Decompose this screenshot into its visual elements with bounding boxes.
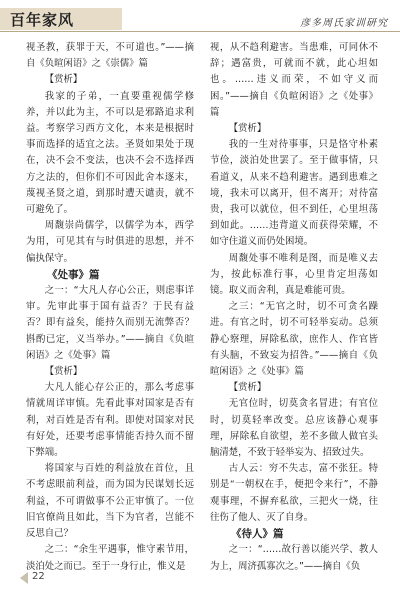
left-para-4: 《处事》篇: [47, 268, 100, 281]
left-column: [26, 40, 194, 575]
page-number: 22: [32, 571, 45, 582]
left-para-7: 大凡人能心存公正的，那么考虑事情就周详审慎。先看此事对国家是否有利，对百姓是否有利。即使对国家对民有好处，还要考虑事情能否持久而不留下弊端。: [26, 382, 194, 459]
header-book-title: 彦多周氏家训研究: [300, 18, 388, 29]
left-para-8: 将国家与百姓的利益放在首位，且不考虑眼前利益，而为国为民谋划长远利益，不可谓做事不公正审慎了。一位旧官僚尚且如此，当下为官者，岂能不反思自己？: [26, 463, 194, 540]
header-divider: [0, 31, 400, 32]
right-para-7: 古人云：穷不失志，富不张狂。特别是“一朝权在手，便把令来行”，不静观事理，不摒弃私欲，三把火一烧，往往伤了他人、灭了自身。: [210, 463, 378, 523]
right-para-6: 无官位时，切莫贪名冒进；有官位时，切莫轻率改变。总应该静心观事理，屏除私自欲望，差不多做人做官头脑清楚，不致于轻举妄为、招致过失。: [210, 398, 378, 459]
left-para-9: 之二：“余生平遇事，惟守素节用，淡泊处之而已。至于一身行止，惟义是: [26, 544, 194, 572]
left-para-0: 视圣教，获罪于天，不可道也。”——摘自《负暄闲语》之《崇儒》篇: [26, 42, 194, 70]
left-para-2: 我家的子弟，一直要重视儒学修养，并以此为主，不可以是邪路追求利益。考察学习西方文化，本来是根据时事而选择的适宜之法。圣贤如果处于现在，决不会不变法，也决不会不选择西方之法的，但你们不可因此舍本逐末，蔑视圣贤之道，到那时遭天谴责，就不可避免了。: [26, 90, 194, 216]
right-column: [210, 40, 378, 575]
page-header: [0, 0, 400, 30]
right-para-1: 【赏析】: [228, 123, 267, 135]
left-para-6: 【赏析】: [44, 366, 83, 378]
right-para-5: 【赏析】: [228, 382, 267, 394]
right-para-3: 周馥处事不唯利是图，而是唯义去为，按此标准行事，心里肯定坦荡如镜。取义而舍利，真是难能可贵。: [210, 252, 378, 297]
left-para-5: 之一：“大凡人存心公正，则虑事详审。先审此事于国有益否？于民有益否？即有益矣，能持久而别无流弊否？斟酌已定，义当举办。”——摘自《负暄闲语》之《处事》篇: [26, 285, 194, 361]
right-para-4: 之三：“无官之时，切不可贪名躁进。有官之时，切不可轻举妄动。总须静心察理，屏除私欲，庶作人、作官皆有头脑，不致妄为招咎。”——摘自《负暄闲语》之《处事》篇: [210, 301, 378, 378]
left-para-3: 周馥崇尚儒学，以儒学为本，西学为用，可见其有与时俱进的思想，并不偏执保守。: [26, 220, 194, 264]
page-marker-icon: [20, 572, 28, 584]
left-para-1: 【赏析】: [44, 74, 83, 86]
right-para-8: 《待人》篇: [231, 528, 284, 541]
right-para-2: 我的一生对待事事，只是恪守朴素节俭，淡泊处世罢了。至于做事情，只看道义，从来不趋利避害。遇到患难之境，我未可以离开，但不离开；对待富贵，我可以就位，但不到任，心里坦荡到如此。……违背道义而获得荣耀，不如守住道义而仍处困境。: [210, 139, 378, 248]
right-para-0: 视，从不趋利避害。当患难，可同休不辞；遇富贵，可就而不就，此心坦如也。……违义而荣，不如守义而困。”——摘自《负暄闲语》之《处事》篇: [210, 42, 378, 118]
header-title: 百年家风: [10, 11, 75, 29]
right-para-9: 之一：“……故行善以能兴学、教人为上，周济孤寡次之。”——摘自《负: [210, 544, 378, 572]
